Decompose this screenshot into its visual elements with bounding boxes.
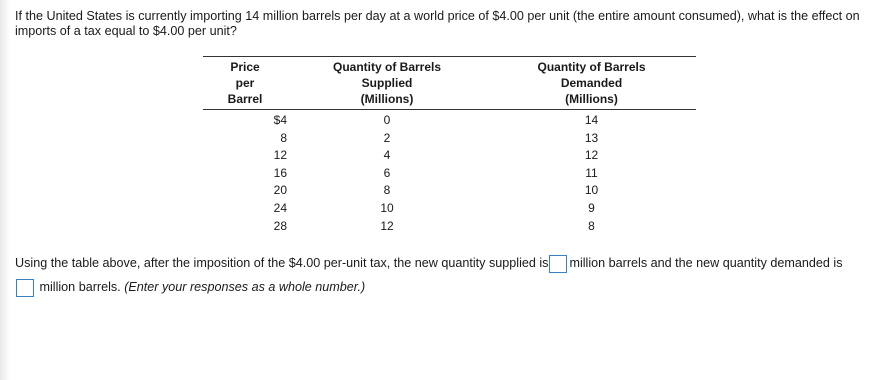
question-text: If the United States is currently importing 14 million barrels per day at a world price of $4.00 per unit (the entire amount consumed), what is the effect on imports of a tax equal to $4.00 per unit? [15, 9, 860, 38]
left-edge-shadow [0, 0, 10, 380]
table-row [203, 130, 696, 148]
answer-text-part1: Using the table above, after the imposition of the $4.00 per-unit tax, the new quantity supplied is [15, 256, 549, 270]
demanded-cell: 12 [584, 148, 599, 163]
answer-line2 [15, 275, 885, 299]
header-price-line2: per [235, 76, 255, 90]
header-supplied-line3: (Millions) [360, 92, 414, 106]
price-cell [203, 200, 287, 218]
header-supplied [287, 57, 487, 110]
quantity-supplied-input[interactable] [549, 255, 567, 273]
table-row [203, 182, 696, 200]
price-value: 16 [273, 165, 287, 180]
demanded-cell: 13 [584, 130, 599, 145]
table-row [203, 165, 696, 183]
price-cell [203, 165, 287, 183]
supplied-cell: 6 [383, 165, 391, 180]
supplied-cell: 10 [380, 200, 394, 215]
demanded-cell: 8 [588, 218, 595, 233]
price-value: 8 [280, 130, 287, 145]
price-cell [203, 147, 287, 165]
answer-instruction: (Enter your responses as a whole number.) [124, 280, 366, 294]
answer-text-part3: million barrels. [39, 280, 121, 294]
header-price [203, 57, 287, 110]
header-demanded-line3: (Millions) [565, 92, 618, 106]
header-demanded [487, 57, 696, 110]
supplied-cell: 8 [383, 183, 391, 198]
table-row [203, 110, 696, 130]
header-demanded-line2: Demanded [560, 76, 623, 90]
table-row [203, 200, 696, 218]
price-value: 20 [273, 183, 287, 198]
quantity-demanded-input[interactable] [16, 279, 34, 297]
supplied-cell: 0 [383, 113, 391, 127]
demanded-cell: 10 [584, 183, 599, 198]
header-price-line1: Price [230, 60, 260, 74]
price-value: 12 [273, 148, 287, 163]
answer-prompt [15, 251, 885, 299]
supplied-cell: 4 [383, 148, 391, 163]
price-value: 24 [273, 200, 287, 215]
supplied-cell: 12 [380, 218, 394, 233]
demanded-cell: 14 [584, 113, 599, 127]
table-row [203, 218, 696, 236]
table-row [203, 147, 696, 165]
supplied-cell: 2 [383, 130, 391, 145]
demanded-cell: 11 [585, 165, 598, 180]
supply-demand-table [203, 56, 696, 235]
price-cell [203, 182, 287, 200]
demanded-cell: 9 [588, 200, 595, 215]
header-demanded-line1: Quantity of Barrels [537, 60, 646, 74]
price-cell [203, 218, 287, 236]
header-price-line3: Barrel [227, 92, 263, 106]
price-cell [203, 110, 287, 130]
price-value: 28 [273, 218, 287, 233]
price-value: $4 [273, 113, 287, 127]
header-supplied-line2: Supplied [361, 76, 413, 90]
header-supplied-line1: Quantity of Barrels [332, 60, 442, 74]
price-cell [203, 130, 287, 148]
answer-text-part2: million barrels and the new quantity demanded is [569, 256, 843, 270]
supply-demand-table-container [203, 56, 696, 235]
